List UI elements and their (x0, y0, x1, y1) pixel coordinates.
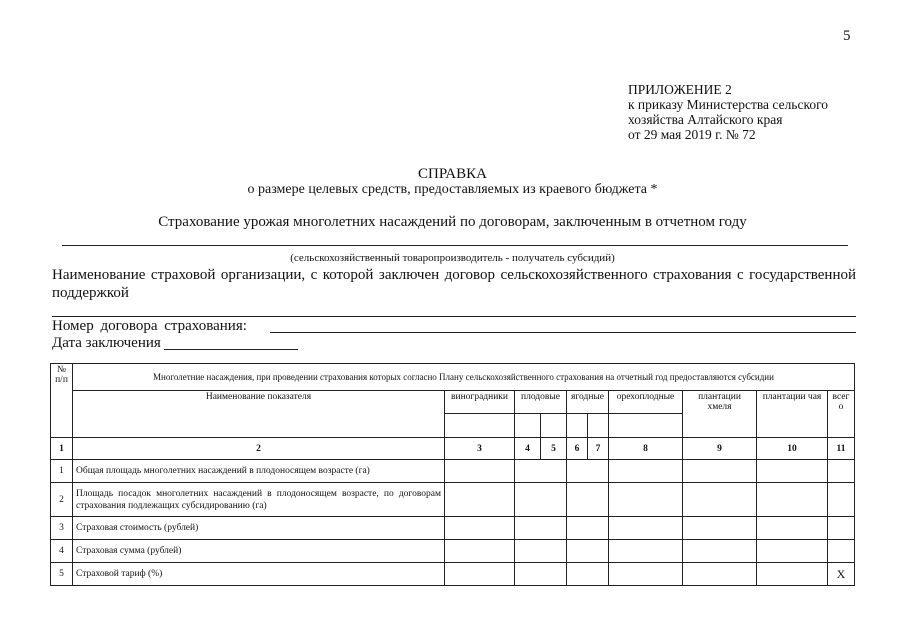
column-numbers-row (51, 438, 855, 460)
table-cell[interactable] (683, 460, 757, 483)
column-header-nut: орехоплодные (609, 391, 683, 414)
table-cell[interactable] (683, 540, 757, 563)
row-number: 2 (51, 483, 73, 517)
table-cell[interactable] (445, 517, 515, 540)
row-total[interactable] (828, 540, 855, 563)
appendix-date-line: от 29 мая 2019 г. № 72 (628, 127, 756, 142)
table-cell[interactable] (541, 414, 567, 438)
table-cell[interactable] (757, 540, 828, 563)
table-cell[interactable] (567, 517, 609, 540)
table-cell[interactable] (567, 540, 609, 563)
table-cell[interactable] (683, 517, 757, 540)
table-cell[interactable] (445, 540, 515, 563)
row-number: 3 (51, 517, 73, 540)
table-cell[interactable] (609, 540, 683, 563)
table-header-row-2 (51, 391, 855, 414)
row-label: Страховой тариф (%) (73, 563, 445, 586)
recipient-blank-line[interactable] (62, 245, 848, 246)
column-header-number: № п/п (51, 364, 73, 438)
row-label: Страховая стоимость (рублей) (73, 517, 445, 540)
row-total[interactable] (828, 517, 855, 540)
column-header-total: всего (828, 391, 855, 438)
column-number: 11 (828, 438, 855, 460)
table-cell[interactable] (757, 563, 828, 586)
table-row (51, 540, 855, 563)
row-number: 1 (51, 460, 73, 483)
row-label: Общая площадь многолетних насаждений в плодоносящем возрасте (га) (73, 460, 445, 483)
table-cell[interactable] (588, 414, 609, 438)
document-title: СПРАВКА (418, 166, 487, 182)
appendix-title: ПРИЛОЖЕНИЕ 2 (628, 82, 732, 97)
table-row (51, 483, 855, 517)
table-cell[interactable] (567, 460, 609, 483)
table-cell[interactable] (609, 563, 683, 586)
table-cell[interactable] (515, 563, 567, 586)
column-header-fruit: плодовые (515, 391, 567, 414)
column-number: 8 (609, 438, 683, 460)
page-number: 5 (843, 28, 851, 44)
table-row (51, 460, 855, 483)
column-number: 1 (51, 438, 73, 460)
column-header-hops: плантации хмеля (683, 391, 757, 438)
table-cell[interactable] (683, 483, 757, 517)
table-cell[interactable] (609, 460, 683, 483)
column-header-vineyards: виноградники (445, 391, 515, 414)
table-cell[interactable] (757, 517, 828, 540)
row-label: Страховая сумма (рублей) (73, 540, 445, 563)
table-cell[interactable] (609, 517, 683, 540)
table-cell[interactable] (567, 563, 609, 586)
column-number: 2 (73, 438, 445, 460)
recipient-caption: (сельскохозяйственный товаропроизводитель - получатель субсидий) (290, 252, 615, 264)
table-cell[interactable] (445, 563, 515, 586)
table-cell[interactable] (567, 414, 588, 438)
table-row (51, 517, 855, 540)
appendix-order-line: к приказу Министерства сельского (628, 97, 829, 112)
document-subtitle: о размере целевых средств, предоставляемых из краевого бюджета * (247, 182, 658, 197)
row-number: 4 (51, 540, 73, 563)
insurer-blank-line[interactable] (52, 316, 856, 317)
column-number: 10 (757, 438, 828, 460)
table-cell[interactable] (445, 414, 515, 438)
appendix-ministry-line: хозяйства Алтайского края (628, 112, 783, 127)
table-cell[interactable] (515, 540, 567, 563)
column-number: 4 (515, 438, 541, 460)
table-cell[interactable] (567, 483, 609, 517)
table-cell[interactable] (515, 414, 541, 438)
table-cell[interactable] (609, 483, 683, 517)
row-total[interactable]: Х (828, 563, 855, 586)
row-total[interactable] (828, 460, 855, 483)
column-number: 5 (541, 438, 567, 460)
column-number: 3 (445, 438, 515, 460)
table-cell[interactable] (515, 517, 567, 540)
row-number: 5 (51, 563, 73, 586)
table-cell[interactable] (515, 483, 567, 517)
contract-date-label: Дата заключения (52, 335, 161, 351)
column-number: 6 (567, 438, 588, 460)
column-header-tea: плантации чая (757, 391, 828, 438)
row-total[interactable] (828, 483, 855, 517)
row-label: Площадь посадок многолетних насаждений в плодоносящем возрасте, по договорам страхования подлежащих субсидированию (га) (73, 483, 445, 517)
contract-date-field[interactable] (164, 349, 298, 350)
column-group-header: Многолетние насаждения, при проведении страхования которых согласно Плану сельскохозяйственного страхования на отчетный год предоставляются субсидии (73, 364, 855, 391)
insurance-type-line: Страхование урожая многолетних насаждений по договорам, заключенным в отчетном году (158, 214, 747, 230)
column-header-berry: ягодные (567, 391, 609, 414)
table-cell[interactable] (757, 460, 828, 483)
table-cell[interactable] (757, 483, 828, 517)
contract-number-field[interactable] (270, 332, 856, 333)
column-header-indicator: Наименование показателя (73, 391, 445, 438)
appendix-block (628, 82, 828, 142)
table-row (51, 563, 855, 586)
table-cell[interactable] (445, 460, 515, 483)
table-cell[interactable] (445, 483, 515, 517)
table-cell[interactable] (515, 460, 567, 483)
insurer-label: Наименование страховой организации, с которой заключен договор сельскохозяйственного страхования с государственной поддержкой (52, 267, 856, 301)
column-number: 7 (588, 438, 609, 460)
table-header-row-1 (51, 364, 855, 391)
table-cell[interactable] (683, 563, 757, 586)
table-cell[interactable] (609, 414, 683, 438)
contract-number-label: Номер договора страхования: (52, 318, 247, 334)
column-number: 9 (683, 438, 757, 460)
subsidy-table (50, 363, 855, 586)
